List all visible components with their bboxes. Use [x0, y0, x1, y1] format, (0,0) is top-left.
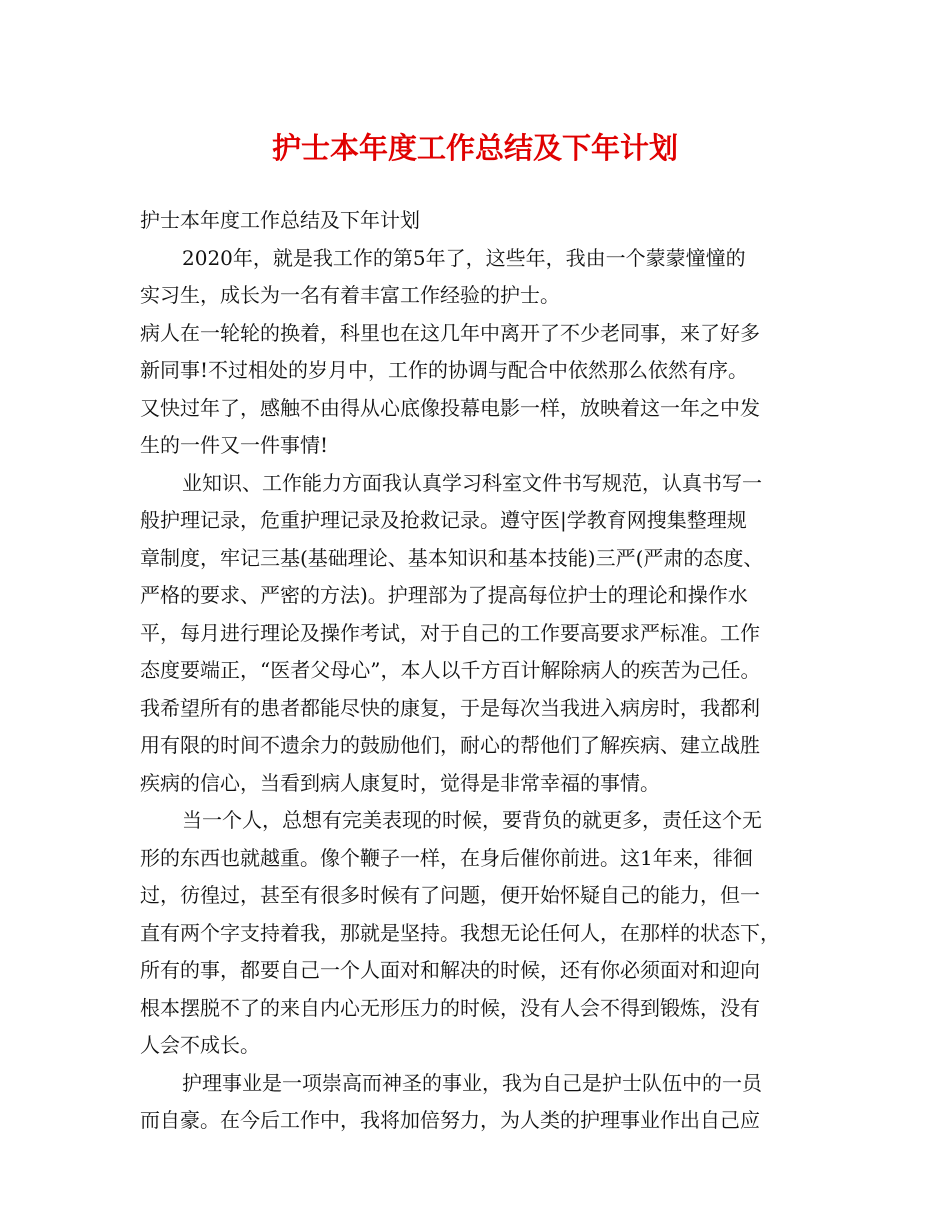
document-title: 护士本年度工作总结及下年计划: [271, 131, 678, 165]
paragraph-line: 生的一件又一件事情!: [140, 433, 329, 457]
paragraph-line: 形的东西也就越重。像个鞭子一样，在身后催你前进。这1年来，徘徊: [140, 845, 753, 870]
paragraph-line: 人会不成长。: [140, 1033, 260, 1057]
paragraph-line: 实习生，成长为一名有着丰富工作经验的护士。: [140, 283, 560, 307]
paragraph-line: 疾病的信心，当看到病人康复时，觉得是非常幸福的事情。: [140, 770, 660, 795]
document-body: [140, 202, 820, 1140]
paragraph-line: 根本摆脱不了的来自内心无形压力的时候，没有人会不得到锻炼，没有: [140, 995, 760, 1020]
paragraph-line: 我希望所有的患者都能尽快的康复，于是每次当我进入病房时，我都利: [140, 695, 760, 720]
paragraph-line: 而自豪。在今后工作中，我将加倍努力，为人类的护理事业作出自己应: [140, 1108, 760, 1132]
paragraph-line: 严格的要求、严密的方法)。护理部为了提高每位护士的理论和操作水: [140, 583, 748, 607]
paragraph-line: 过，彷徨过，甚至有很多时候有了问题，便开始怀疑自己的能力，但一: [140, 883, 760, 907]
paragraph-line: 态度要端正，“医者父母心”，本人以千方百计解除病人的疾苦为己任。: [140, 658, 761, 682]
paragraph-line: 直有两个字支持着我，那就是坚持。我想无论任何人，在那样的状态下，: [140, 920, 780, 945]
paragraph-line: 所有的事，都要自己一个人面对和解决的时候，还有你必须面对和迎向: [140, 958, 760, 982]
paragraph-first-line: 护理事业是一项崇高而神圣的事业，我为自己是护士队伍中的一员: [182, 1070, 762, 1095]
paragraph-line: 用有限的时间不遗余力的鼓励他们，耐心的帮他们了解疾病、建立战胜: [140, 733, 760, 757]
paragraph-line: 新同事!不过相处的岁月中，工作的协调与配合中依然那么依然有序。: [140, 358, 749, 382]
paragraph-first-line: 业知识、工作能力方面我认真学习科室文件书写规范，认真书写一: [182, 470, 762, 495]
paragraph-line: 又快过年了，感触不由得从心底像投幕电影一样，放映着这一年之中发: [140, 395, 760, 420]
paragraph-line: 章制度，牢记三基(基础理论、基本知识和基本技能)三严(严肃的态度、: [140, 545, 764, 570]
paragraph-line: 平，每月进行理论及操作考试，对于自己的工作要高要求严标准。工作: [140, 620, 760, 645]
paragraph-line: 般护理记录，危重护理记录及抢救记录。遵守医|学教育网搜集整理规: [140, 508, 747, 532]
paragraph-line: 病人在一轮轮的换着，科里也在这几年中离开了不少老同事，来了好多: [140, 320, 760, 345]
paragraph-first-line: 2020年，就是我工作的第5年了，这些年，我由一个蒙蒙憧憧的: [182, 245, 746, 270]
paragraph-first-line: 当一个人，总想有完美表现的时候，要背负的就更多，责任这个无: [182, 808, 762, 832]
paragraph-line: 护士本年度工作总结及下年计划: [140, 208, 420, 232]
